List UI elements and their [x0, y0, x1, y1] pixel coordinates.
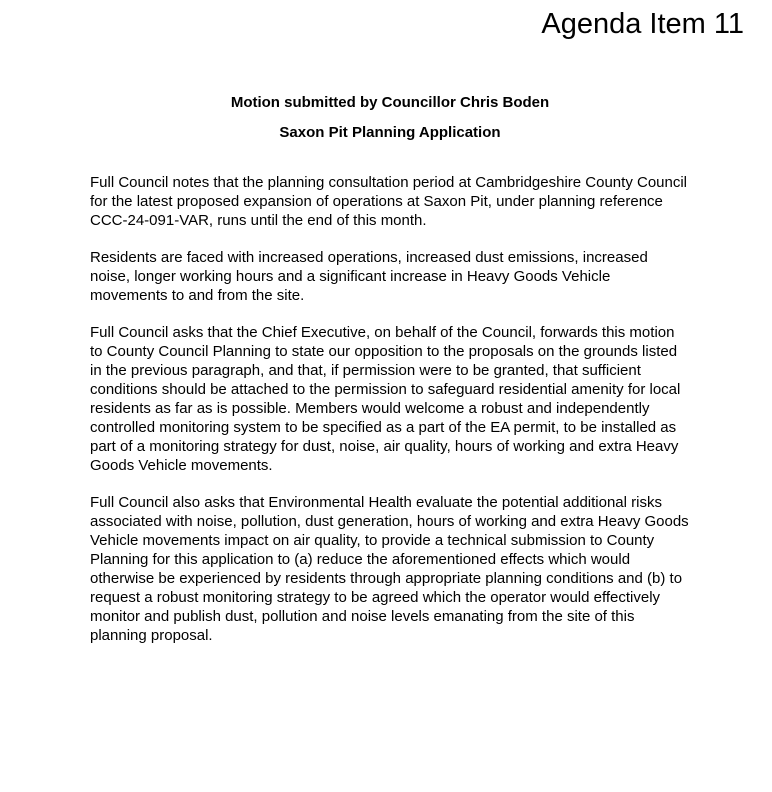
paragraph-council-asks: Full Council asks that the Chief Executive, on behalf of the Council, forwards this motion to County Council Planning to state our opposition to the proposals on the grounds listed in the previous paragraph, and that, if permission were to be granted, that sufficient conditions should be attached to the permission to safeguard residential amenity for local residents as far as is possible. Members would welcome a robust and independently controlled monitoring system to be specified as a part of the EA permit, to be installed as part of a monitoring strategy for dust, noise, air quality, hours of working and extra Heavy Goods Vehicle movements.	[90, 324, 681, 474]
paragraph-residents-impact: Residents are faced with increased operations, increased dust emissions, increased noise, longer working hours and a significant increase in Heavy Goods Vehicle movements to and from the site.	[90, 249, 648, 304]
agenda-item-label: Agenda Item 11	[541, 8, 744, 40]
paragraph-environmental-health: Full Council also asks that Environmental Health evaluate the potential additional risks associated with noise, pollution, dust generation, hours of working and extra Heavy Goods Vehicle movements impact on air quality, to provide a technical submission to County Planning for this application to (a) reduce the aforementioned effects which would otherwise be experienced by residents through appropriate planning conditions and (b) to request a robust monitoring strategy to be agreed which the operator would effectively monitor and publish dust, pollution and noise levels emanating from the site of this planning proposal.	[90, 494, 689, 644]
application-subtitle: Saxon Pit Planning Application	[279, 124, 501, 141]
paragraph-council-notes: Full Council notes that the planning consultation period at Cambridgeshire County Council for the latest proposed expansion of operations at Saxon Pit, under planning reference CCC-24-091-VAR, runs until the end of this month.	[90, 174, 688, 229]
motion-title: Motion submitted by Councillor Chris Boden	[230, 94, 550, 111]
document-body	[90, 0, 690, 663]
